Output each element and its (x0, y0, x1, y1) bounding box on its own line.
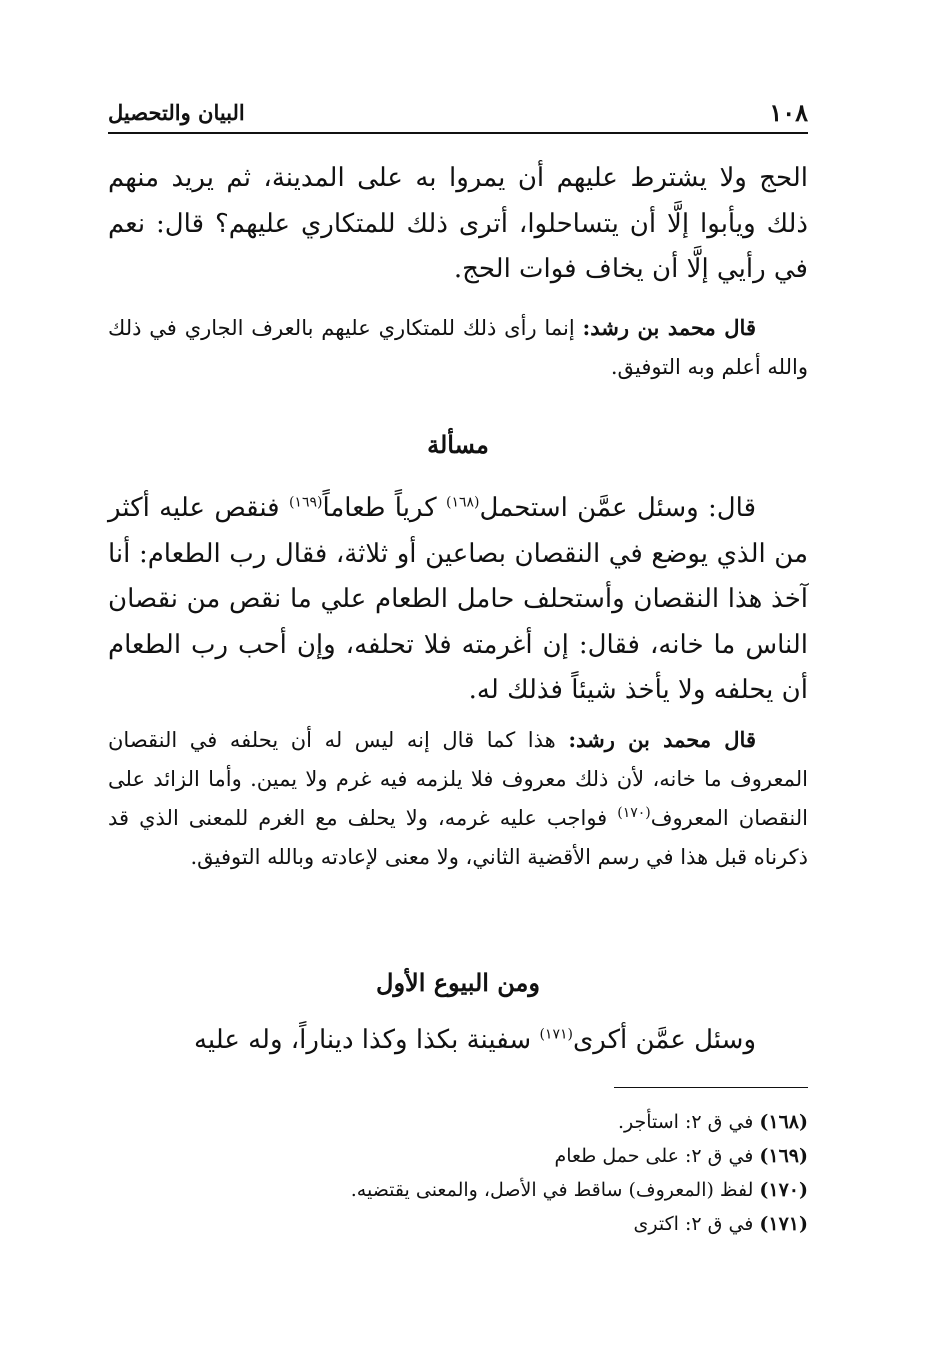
footnote-number: (١٦٨) (759, 1111, 808, 1133)
section-heading-buyu: ومن البيوع الأول (376, 968, 540, 997)
paragraph-question-hajj (108, 156, 808, 293)
section-heading-masala: مسألة (427, 430, 489, 459)
footnotes (108, 1105, 808, 1241)
footnote-ref-170[interactable]: (١٧٠) (617, 805, 651, 821)
paragraph-text: هذا كما قال إنه ليس له أن يحلفه في النقصان المعروف ما خانه، لأن ذلك معروف فلا يلزمه فيه غرم ولا يمين. وأما الزائد على النقصان المعروف (108, 728, 808, 830)
speaker-label: قال محمد بن رشد: (568, 727, 756, 752)
footnote-170 (108, 1173, 808, 1207)
footnote-number: (١٧١) (759, 1213, 808, 1235)
footnote-number: (١٦٩) (759, 1145, 808, 1167)
footnote-text: في ق ٢: على حمل طعام (554, 1145, 754, 1167)
paragraph-question-ship (108, 1018, 808, 1064)
paragraph-text: كرياً طعاماً (322, 493, 437, 523)
footnote-168 (108, 1105, 808, 1139)
footnote-text: في ق ٢: استأجر. (617, 1111, 754, 1133)
speaker-label: قال محمد بن رشد: (582, 315, 756, 340)
paragraph-text: فواجب عليه غرمه، ولا يحلف مع الغرم للمعنى الذي قد ذكرناه قبل هذا في رسم الأقضية الثاني، ولا معنى لإعادته وبالله التوفيق. (108, 806, 808, 869)
footnote-ref-169[interactable]: (١٦٩) (288, 494, 323, 511)
page-number: ١٠٨ (769, 97, 808, 127)
page-header (108, 92, 808, 134)
footnote-171 (108, 1207, 808, 1241)
paragraph-text: الحج ولا يشترط عليهم أن يمروا به على المدينة، ثم يريد منهم ذلك ويأبوا إلَّا أن يتساحلوا، أترى ذلك للمتكاري عليهم؟ قال: نعم في رأيي إلَّا أن يخاف فوات الحج. (108, 163, 808, 284)
paragraph-text: سفينة بكذا وكذا ديناراً، وله عليه (193, 1025, 532, 1055)
paragraph-question-grain (108, 486, 808, 714)
footnote-divider (614, 1087, 808, 1088)
paragraph-text: قال: وسئل عمَّن استحمل (479, 493, 757, 523)
footnote-text: في ق ٢: اكترى (633, 1213, 754, 1235)
footnote-ref-171[interactable]: (١٧١) (539, 1026, 573, 1043)
paragraph-text: وسئل عمَّن أكرى (572, 1025, 756, 1055)
footnote-169 (108, 1139, 808, 1173)
running-title: البيان والتحصيل (108, 99, 245, 125)
paragraph-text: إنما رأى ذلك للمتكاري عليهم بالعرف الجاري في ذلك والله أعلم وبه التوفيق. (108, 316, 808, 379)
footnote-text: لفظ (المعروف) ساقط في الأصل، والمعنى يقتضيه. (350, 1179, 754, 1201)
paragraph-commentary-2 (108, 720, 808, 877)
paragraph-text: فنقص عليه أكثر من الذي يوضع في النقصان بصاعين أو ثلاثة، فقال رب الطعام: أنا آخذ هذا النقصان وأستحلف حامل الطعام علي ما نقص من نقصان الناس ما خانه، فقال: إن أغرمته فلا تحلفه، وإن أحب رب الطعام أن يحلفه ولا يأخذ شيئاً فذلك له. (108, 493, 808, 705)
footnote-number: (١٧٠) (759, 1179, 808, 1201)
paragraph-commentary-1 (108, 308, 808, 387)
footnote-ref-168[interactable]: (١٦٨) (446, 494, 480, 511)
